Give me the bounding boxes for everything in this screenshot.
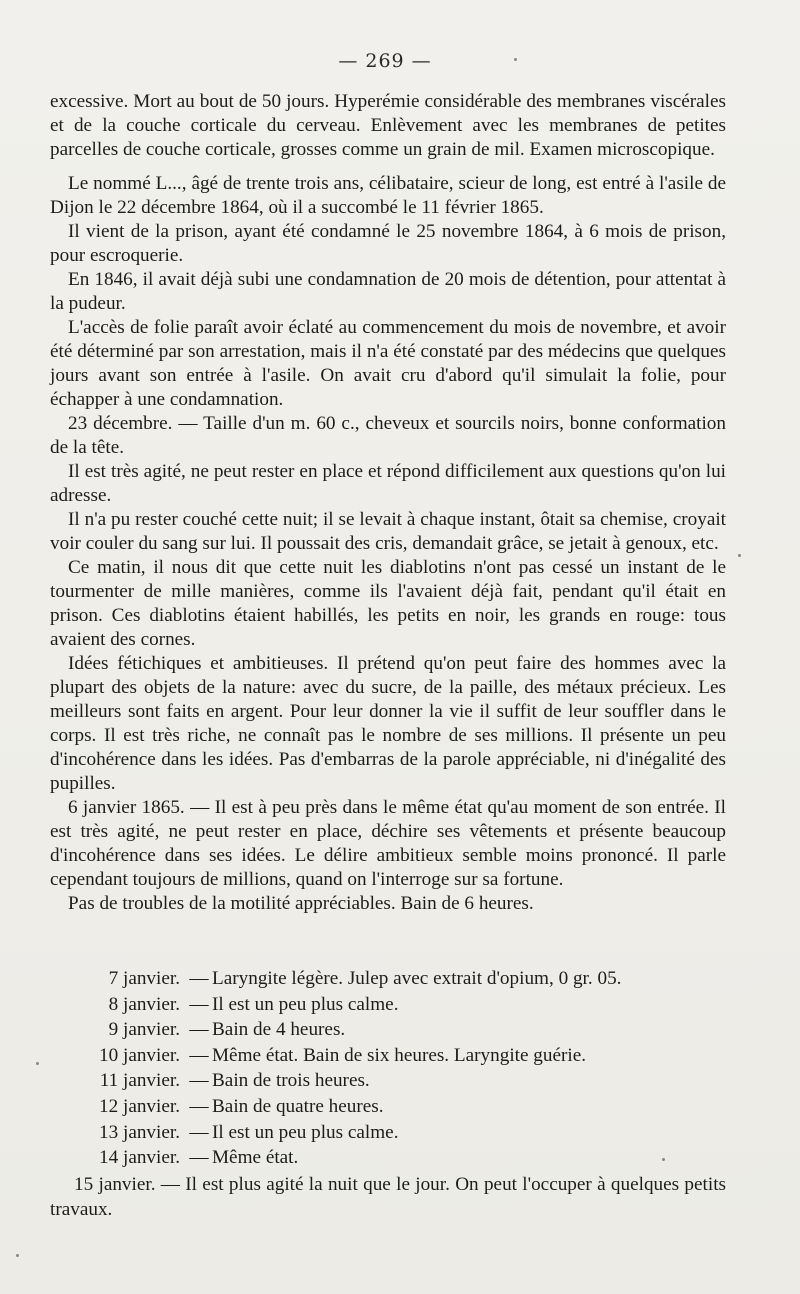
entry-dash: — xyxy=(189,1019,209,1041)
paper-speck xyxy=(16,1254,19,1257)
list-item xyxy=(50,966,726,992)
list-item xyxy=(50,1094,726,1120)
paper-speck xyxy=(738,554,741,557)
entry-dash: — xyxy=(189,1147,209,1169)
paragraph: Pas de troubles de la motilité appréciables. Bain de 6 heures. xyxy=(68,893,534,914)
paragraph: Ce matin, il nous dit que cette nuit les diablotins n'ont pas cessé un instant de le tourmenter de mille manières, comme ils l'avaient déjà fait, pendant qu'il était en prison. Ces diablotins étaient habillés, les petits en noir, les grands en rouge: tous avaient des cornes. xyxy=(50,557,726,650)
paragraph: Il vient de la prison, ayant été condamné le 25 novembre 1864, à 6 mois de prison, pour escroquerie. xyxy=(50,221,726,266)
entry-date: 8 janvier. xyxy=(108,993,180,1015)
list-item xyxy=(50,1017,726,1043)
list-item xyxy=(50,1145,726,1171)
entry-date: 9 janvier. xyxy=(108,1019,180,1041)
entry-note: Laryngite légère. Julep avec extrait d'opium, 0 gr. 05. xyxy=(212,968,622,989)
entry-note: Bain de quatre heures. xyxy=(212,1095,384,1117)
list-item xyxy=(50,1068,726,1094)
entry-note: Il est un peu plus calme. xyxy=(212,1121,399,1143)
paragraph: Idées fétichiques et ambitieuses. Il prétend qu'on peut faire des hommes avec la plupart des objets de la nature: avec du sucre, de la paille, des métaux précieux. Les meilleurs sont faits en argent. Pour leur donner la vie il suffit de leur souffler dans le corps. Il est très riche, ne connaît pas le nombre de ses millions. Il présente un peu d'incohérence dans les idées. Pas d'embarras de la parole appréciable, ni d'inégalité des pupilles. xyxy=(50,653,726,794)
list-item xyxy=(50,992,726,1018)
paragraph: 23 décembre. — Taille d'un m. 60 c., cheveux et sourcils noirs, bonne conformation de la tête. xyxy=(50,413,726,458)
entry-note: Même état. Bain de six heures. Laryngite guérie. xyxy=(212,1044,587,1066)
paragraph: En 1846, il avait déjà subi une condamnation de 20 mois de détention, pour attentat à la pudeur. xyxy=(50,269,726,314)
paragraph: excessive. Mort au bout de 50 jours. Hyperémie considérable des membranes viscérales et de la couche corticale du cerveau. Enlèvement avec les membranes de petites parcelles de couche corticale, grosses comme un grain de mil. Examen microscopique. xyxy=(50,91,726,160)
paragraph: Il n'a pu rester couché cette nuit; il se levait à chaque instant, ôtait sa chemise, croyait voir couler du sang sur lui. Il poussait des cris, demandait grâce, se jetait à genoux, etc. xyxy=(50,509,726,554)
entry-date: 7 janvier. xyxy=(108,968,180,989)
entry-date: 10 janvier. xyxy=(99,1044,180,1066)
entry-note: Bain de trois heures. xyxy=(212,1070,370,1092)
list-item xyxy=(50,1043,726,1069)
entry-dash: — xyxy=(189,1121,209,1143)
entry-note: Même état. xyxy=(212,1147,299,1169)
paragraph: 6 janvier 1865. — Il est à peu près dans le même état qu'au moment de son entrée. Il est très agité, ne peut rester en place, déchire ses vêtements et présente beaucoup d'incohérence dans ses idées. Le délire ambitieux semble moins prononcé. Il parle cependant toujours de millions, quand on l'interroge sur sa fortune. xyxy=(50,797,726,890)
list-item xyxy=(50,1120,726,1146)
paragraph: L'accès de folie paraît avoir éclaté au commencement du mois de novembre, et avoir été déterminé par son arrestation, mais il n'a été constaté par des médecins que quelques jours avant son entrée à l'asile. On avait cru d'abord qu'il simulait la folie, pour échapper à une condamnation. xyxy=(50,317,726,410)
entry-date: 12 janvier. xyxy=(99,1095,180,1117)
paper-speck xyxy=(36,1062,39,1065)
entry-date: 14 janvier. xyxy=(99,1147,180,1169)
entry-dash: — xyxy=(189,1044,209,1066)
paragraph: Le nommé L..., âgé de trente trois ans, célibataire, scieur de long, est entré à l'asile de Dijon le 22 décembre 1864, où il a succombé le 11 février 1865. xyxy=(50,173,726,218)
entry-note: Bain de 4 heures. xyxy=(212,1019,346,1041)
entry-dash: — xyxy=(189,1070,209,1092)
paragraph: Il est très agité, ne peut rester en place et répond difficilement aux questions qu'on lui adresse. xyxy=(50,461,726,506)
entry-dash: — xyxy=(189,968,209,989)
entry-note: Il est un peu plus calme. xyxy=(212,993,399,1015)
body-text xyxy=(50,90,726,916)
daily-entries-list xyxy=(50,966,726,1171)
entry-dash: — xyxy=(189,993,209,1015)
final-entry: 15 janvier. — Il est plus agité la nuit que le jour. On peut l'occuper à quelques petits travaux. xyxy=(50,1174,726,1220)
entry-date: 13 janvier. xyxy=(99,1121,180,1143)
entry-dash: — xyxy=(189,1095,209,1117)
paper-speck xyxy=(662,1158,665,1161)
entry-date: 11 janvier. xyxy=(99,1070,180,1092)
page-number: — 269 — xyxy=(338,50,432,72)
paper-speck xyxy=(514,58,517,61)
